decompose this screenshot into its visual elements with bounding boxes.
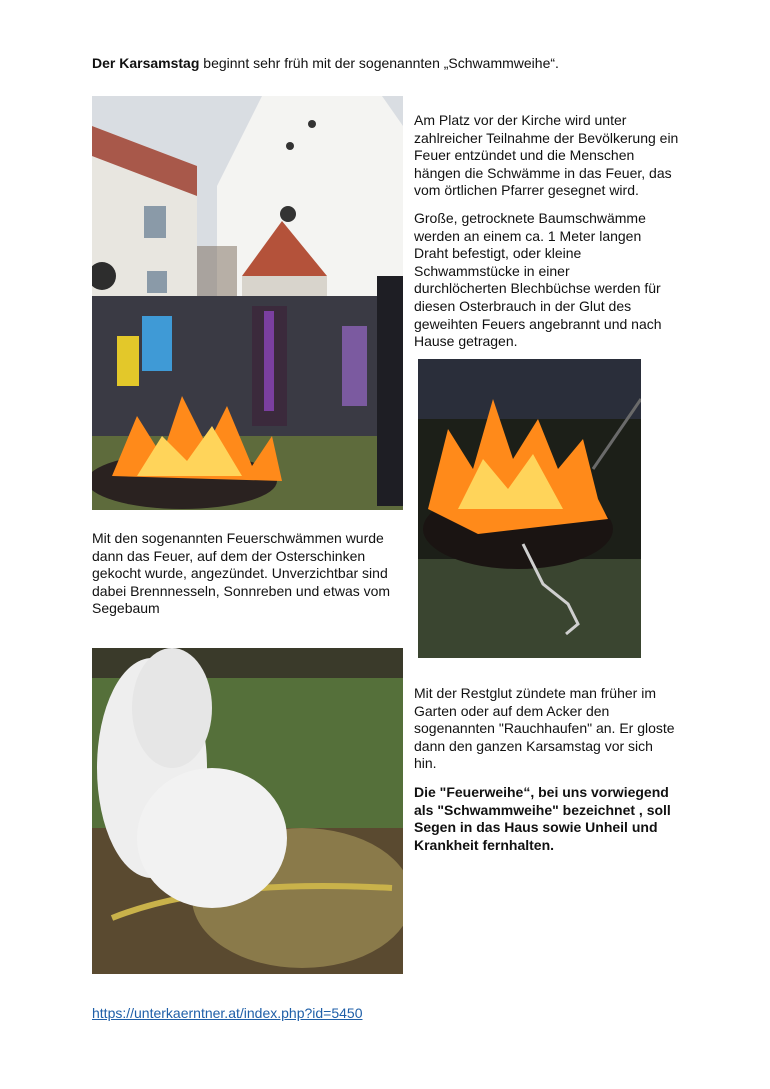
paragraph-3: Mit den sogenannten Feuerschwämmen wurde dann das Feuer, auf dem der Osterschinken gekocht wurde, angezündet. Unverzichtbar sind dabei Brennnesseln, Sonnreben und etwas vom Segebaum bbox=[92, 530, 391, 617]
paragraph-5: Die "Feuerweihe“, bei uns vorwiegend als "Schwammweihe" bezeichnet , soll Segen in das Haus sowie Unheil und Krankheit fernhalten. bbox=[414, 784, 671, 853]
paragraph-4: Mit der Restglut zündete man früher im Garten oder auf dem Acker den sogenannten "Rauchhaufen" an. Er gloste dann den ganzen Karsamstag vor sich hin. bbox=[414, 685, 675, 772]
intro-line bbox=[92, 54, 559, 72]
source-link[interactable]: https://unterkaerntner.at/index.php?id=5450 bbox=[92, 1005, 363, 1021]
photo-church-fire bbox=[92, 96, 403, 510]
paragraph-2: Große, getrocknete Baumschwämme werden an einem ca. 1 Meter langen Draht befestigt, oder kleine Schwammstücke in einer durchlöcherten Blechbüchse werden für diesen Osterbrauch in der Glut des geweihten Feuers angebrannt und nach Hause getragen. bbox=[414, 210, 662, 350]
intro-text: beginnt sehr früh mit der sogenannten „Schwammweihe“. bbox=[199, 55, 559, 71]
intro-bold: Der Karsamstag bbox=[92, 55, 200, 71]
photo-smoke-heap bbox=[92, 648, 403, 974]
paragraph-1: Am Platz vor der Kirche wird unter zahlreicher Teilnahme der Bevölkerung ein Feuer entzündet und die Menschen hängen die Schwämme in das Feuer, das vom örtlichen Pfarrer gesegnet wird. bbox=[414, 112, 679, 199]
photo-fire-hook bbox=[418, 359, 641, 658]
